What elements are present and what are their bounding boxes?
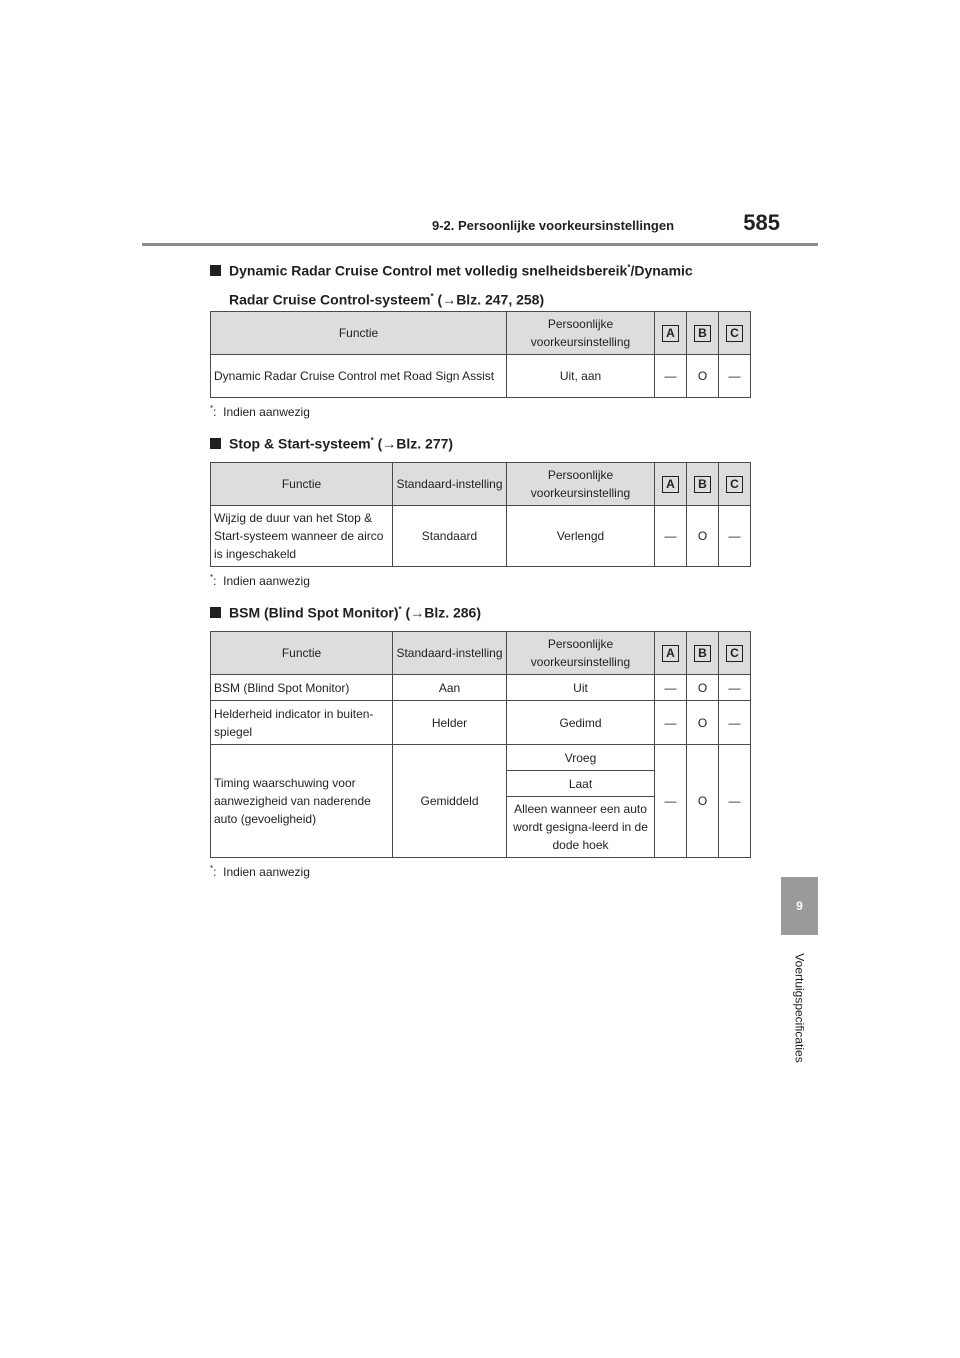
- cell-persoonlijke: Gedimd: [507, 701, 655, 745]
- footnote: *: Indien aanwezig: [210, 404, 310, 419]
- table-row: [211, 675, 751, 701]
- letter-c-icon: C: [726, 645, 743, 662]
- cell-b: O: [687, 675, 719, 701]
- letter-b-icon: B: [694, 645, 711, 662]
- table-row: [211, 506, 751, 567]
- col-persoonlijke: Persoonlijke voorkeursinstelling: [507, 632, 655, 675]
- footnote-text: Indien aanwezig: [223, 405, 310, 419]
- running-header-title: 9-2. Persoonlijke voorkeursinstellingen: [432, 218, 675, 233]
- cell-standaard: Aan: [393, 675, 507, 701]
- asterisk: *: [210, 864, 214, 873]
- letter-a-icon: A: [662, 476, 679, 493]
- footnote: *: Indien aanwezig: [210, 573, 310, 588]
- col-standaard: Standaard-instelling: [393, 632, 507, 675]
- heading-line1: Dynamic Radar Cruise Control met volledig snelheidsbereik: [229, 262, 628, 279]
- cell-option: Alleen wanneer een auto wordt gesigna-leerd in de dode hoek: [507, 797, 655, 858]
- header-rule: [142, 243, 818, 246]
- cell-functie: Helderheid indicator in buiten-spiegel: [211, 701, 393, 745]
- col-a: [655, 312, 687, 355]
- table-header-row: [211, 463, 751, 506]
- col-b: [687, 463, 719, 506]
- settings-table-radar-cruise: [210, 311, 751, 398]
- cell-functie: Dynamic Radar Cruise Control met Road Sign Assist: [211, 355, 507, 398]
- col-persoonlijke: Persoonlijke voorkeursinstelling: [507, 312, 655, 355]
- asterisk: *: [430, 291, 434, 301]
- col-functie: Functie: [211, 463, 393, 506]
- cell-c: —: [719, 675, 751, 701]
- asterisk: *: [370, 436, 374, 445]
- section-heading-radar-cruise: [210, 255, 770, 312]
- cell-b: O: [687, 701, 719, 745]
- section-heading-stop-start: [210, 428, 770, 457]
- asterisk: *: [210, 404, 214, 413]
- letter-b-icon: B: [694, 325, 711, 342]
- col-c: [719, 632, 751, 675]
- cell-persoonlijke: Uit, aan: [507, 355, 655, 398]
- cell-c: —: [719, 506, 751, 567]
- chapter-label-text: Voertuigspecificaties: [792, 953, 807, 1063]
- footnote: *: Indien aanwezig: [210, 864, 310, 879]
- cell-persoonlijke: Uit: [507, 675, 655, 701]
- cell-functie: BSM (Blind Spot Monitor): [211, 675, 393, 701]
- chapter-label: [781, 942, 818, 1074]
- cell-standaard: Standaard: [393, 506, 507, 567]
- table-header-row: [211, 632, 751, 675]
- col-b: [687, 632, 719, 675]
- cell-a: —: [655, 701, 687, 745]
- page-number: 585: [743, 210, 780, 235]
- col-c: [719, 463, 751, 506]
- cell-c: —: [719, 745, 751, 858]
- heading-line2: Radar Cruise Control-systeem: [229, 291, 431, 308]
- page-reference: (→Blz. 286): [401, 604, 482, 621]
- cell-persoonlijke: Verlengd: [507, 506, 655, 567]
- cell-option: Laat: [507, 771, 655, 797]
- page-reference: (→Blz. 277): [373, 435, 454, 452]
- asterisk: *: [398, 605, 402, 614]
- square-bullet-icon: [210, 265, 221, 276]
- cell-a: —: [655, 745, 687, 858]
- cell-functie: Timing waarschuwing voor aanwezigheid van naderende auto (gevoeligheid): [211, 745, 393, 858]
- settings-table-stop-start: [210, 462, 751, 567]
- col-a: [655, 463, 687, 506]
- asterisk: *: [210, 573, 214, 582]
- footnote-text: Indien aanwezig: [223, 865, 310, 879]
- letter-c-icon: C: [726, 325, 743, 342]
- letter-a-icon: A: [662, 325, 679, 342]
- cell-b: O: [687, 355, 719, 398]
- letter-c-icon: C: [726, 476, 743, 493]
- square-bullet-icon: [210, 607, 221, 618]
- cell-c: —: [719, 355, 751, 398]
- heading-text: Stop & Start-systeem: [229, 435, 371, 452]
- cell-c: —: [719, 701, 751, 745]
- footnote-text: Indien aanwezig: [223, 574, 310, 588]
- settings-table-bsm: [210, 631, 751, 858]
- cell-a: —: [655, 506, 687, 567]
- cell-option: Vroeg: [507, 745, 655, 771]
- cell-b: O: [687, 745, 719, 858]
- heading-text: BSM (Blind Spot Monitor): [229, 604, 399, 621]
- cell-a: —: [655, 675, 687, 701]
- chapter-tab: [781, 877, 818, 935]
- col-b: [687, 312, 719, 355]
- page-reference: (→Blz. 247, 258): [433, 291, 545, 308]
- col-functie: Functie: [211, 632, 393, 675]
- col-c: [719, 312, 751, 355]
- table-row: [211, 745, 751, 771]
- letter-b-icon: B: [694, 476, 711, 493]
- table-header-row: [211, 312, 751, 355]
- square-bullet-icon: [210, 438, 221, 449]
- col-functie: Functie: [211, 312, 507, 355]
- section-heading-bsm: [210, 597, 770, 626]
- table-row: [211, 355, 751, 398]
- col-a: [655, 632, 687, 675]
- cell-functie: Wijzig de duur van het Stop & Start-systeem wanneer de airco is ingeschakeld: [211, 506, 393, 567]
- cell-standaard: Gemiddeld: [393, 745, 507, 858]
- col-persoonlijke: Persoonlijke voorkeursinstelling: [507, 463, 655, 506]
- cell-a: —: [655, 355, 687, 398]
- col-standaard: Standaard-instelling: [393, 463, 507, 506]
- table-row: [211, 701, 751, 745]
- cell-b: O: [687, 506, 719, 567]
- heading-line1-suffix: /Dynamic: [630, 262, 693, 279]
- cell-standaard: Helder: [393, 701, 507, 745]
- chapter-number: 9: [796, 899, 803, 913]
- asterisk: *: [627, 263, 631, 272]
- letter-a-icon: A: [662, 645, 679, 662]
